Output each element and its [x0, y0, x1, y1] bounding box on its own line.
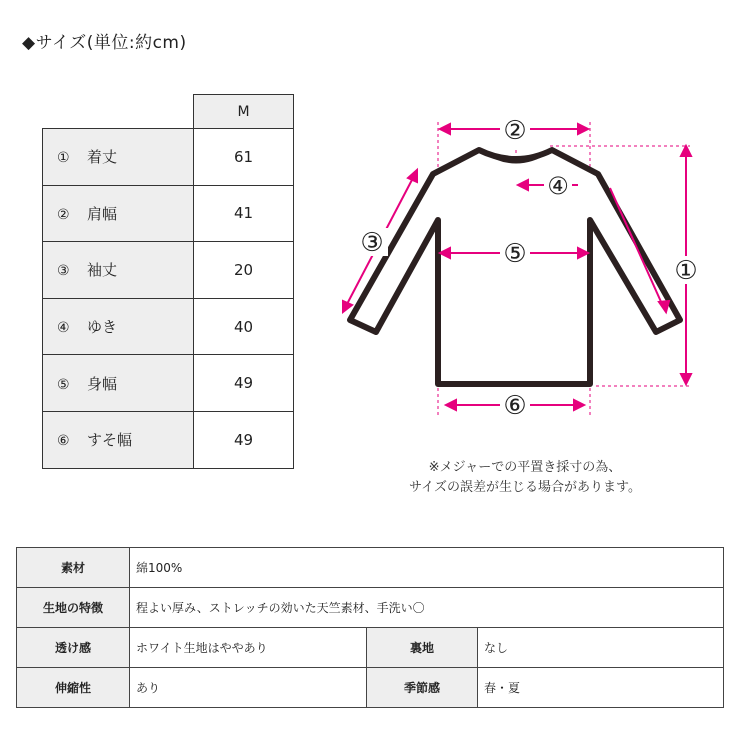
spec-value: なし: [478, 628, 724, 668]
size-row-yuki: [43, 298, 294, 355]
size-row-label: 身幅: [87, 374, 118, 393]
spec-row-sheer: [17, 628, 724, 668]
spec-label: 生地の特徴: [17, 588, 130, 628]
marker-5: ⑤: [57, 376, 70, 393]
size-row-value: 49: [194, 411, 294, 468]
size-row-hem-width: [43, 411, 294, 468]
page-heading: ◆サイズ(単位:約cm): [22, 33, 187, 53]
size-column-header: M: [194, 95, 294, 129]
size-table: [42, 94, 294, 469]
spec-value: ホワイト生地はややあり: [130, 628, 367, 668]
size-row-value: 49: [194, 355, 294, 412]
marker-4-label: ④: [547, 172, 569, 200]
size-table-header-row: [43, 95, 294, 129]
marker-3-label: ③: [360, 228, 384, 258]
measurement-note: [360, 458, 690, 498]
size-row-value: 61: [194, 129, 294, 186]
spec-label: 伸縮性: [17, 668, 130, 708]
marker-1: ①: [57, 150, 70, 167]
marker-5-label: ⑤: [503, 239, 527, 269]
spec-value: 春・夏: [478, 668, 724, 708]
size-row-body-width: [43, 355, 294, 412]
spec-label: 季節感: [367, 668, 478, 708]
size-row-label: 着丈: [87, 148, 118, 167]
size-row-sleeve: [43, 242, 294, 299]
spec-row-feature: [17, 588, 724, 628]
spec-row-stretch: [17, 668, 724, 708]
note-line-2: サイズの誤差が生じる場合があります。: [409, 480, 641, 495]
spec-value: 程よい厚み、ストレッチの効いた天竺素材、手洗い〇: [130, 588, 724, 628]
spec-table: [16, 547, 724, 708]
marker-3: ③: [57, 263, 70, 280]
marker-2-label: ②: [503, 116, 527, 146]
size-row-label: 袖丈: [87, 261, 118, 280]
size-row-shoulder: [43, 185, 294, 242]
spec-label: 裏地: [367, 628, 478, 668]
size-row-label: ゆき: [87, 318, 118, 337]
marker-4: ④: [57, 320, 70, 337]
size-row-value: 40: [194, 298, 294, 355]
marker-6: ⑥: [57, 433, 70, 450]
marker-2: ②: [57, 206, 70, 223]
size-row-value: 20: [194, 242, 294, 299]
marker-1-label: ①: [674, 256, 698, 286]
spec-row-material: [17, 548, 724, 588]
garment-measurement-diagram: [328, 108, 708, 428]
spec-label: 素材: [17, 548, 130, 588]
marker-6-label: ⑥: [503, 391, 527, 421]
size-row-value: 41: [194, 185, 294, 242]
spec-label: 透け感: [17, 628, 130, 668]
spec-value: 綿100%: [130, 548, 724, 588]
spec-value: あり: [130, 668, 367, 708]
size-row-label: 肩幅: [87, 204, 118, 223]
note-line-1: ※メジャーでの平置き採寸の為、: [428, 460, 622, 475]
size-row-length: [43, 129, 294, 186]
size-row-label: すそ幅: [87, 431, 133, 450]
